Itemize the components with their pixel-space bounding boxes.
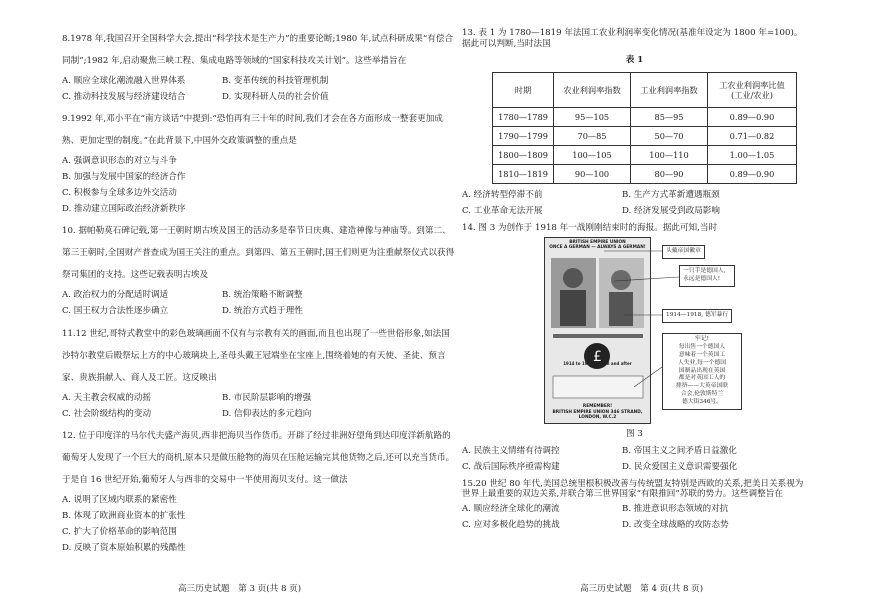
table-cell: 80—90 [631,165,708,184]
table-header: 工农业利润率比值 (工业/农业) [708,73,797,108]
page-footer-left: 高三历史试题 第 3 页(共 8 页) [178,584,302,594]
table-cell: 100—110 [631,146,708,165]
annotation-remember: 牢记! 每出售一个德国人 意味着一个英国工 人失业,每一个德国 国制品出现在英国 都是对英国工人的 排挤——大英帝国联 合会,伦敦斯特兰 德大街346号。 [662,333,742,409]
option-c[interactable]: C. 社会阶级结构的变动 [62,408,152,419]
question-stem: 13. 表 1 为 1780—1819 年法国工农业利润率变化情况(基准年设定为 1800 年=100)。据此可以判断,当时法国 [462,28,803,49]
option-d[interactable]: D. 统治方式趋于理性 [222,306,303,317]
table-cell: 1810—1819 [493,165,554,184]
question-stem: 9.1992 年,邓小平在“南方谈话”中提到:“恐怕再有三十年的时间,我们才会在各方面形成一整套更加成熟、更加定型的制度。”在此背景下,中国外交政策调整的重点是 [62,114,443,147]
option-c[interactable]: C. 国王权力合法性逐步确立 [62,306,169,317]
table-row [493,108,797,127]
option-b[interactable]: B. 变革传统的科技管理机制 [222,76,329,86]
table-cell: 0.89—0.90 [708,108,797,127]
option-b[interactable]: B. 加强与发展中国家的经济合作 [62,172,186,183]
profit-table [492,72,797,184]
table-cell: 100—105 [554,146,631,165]
option-c[interactable]: C. 工业革命无法开展 [462,205,543,216]
option-b[interactable]: B. 统治策略不断调整 [222,290,303,301]
option-d[interactable]: D. 实现科研人员的社会价值 [222,91,329,102]
option-c[interactable]: C. 推动科技发展与经济建设结合 [62,91,186,102]
question-13 [462,28,807,220]
option-a[interactable]: A. 说明了区域内联系的紧密性 [62,495,177,506]
option-d[interactable]: D. 反映了资本原始积累的残酷性 [62,542,186,553]
question-stem: 8.1978 年,我国召开全国科学大会,提出“科学技术是生产力”的重要论断;1980 年,试点科研成果“有偿合同制”;1982 年,启动聚焦三峡工程、集成电路等领域的“国家科技攻关计划”。这些举措旨在 [62,34,454,66]
table-cell: 70—85 [554,127,631,146]
option-a[interactable]: A. 顺应经济全球化的潮流 [462,504,560,515]
table-row [493,165,797,184]
option-d[interactable]: D. 改变全球战略的攻防态势 [622,519,729,530]
table-cell: 0.71—0.82 [708,127,797,146]
svg-text:£: £ [593,349,602,366]
question-15 [462,479,807,534]
question-stem: 15.20 世纪 80 年代,美国总统里根积极改善与传统盟友特别是西欧的关系,把美日关系视为世界上最重要的双边关系,并联合第三世界国家“有限推回”苏联的势力。这些调整旨在 [462,478,804,500]
table-caption: 表 1 [625,55,644,66]
question-8 [62,28,457,105]
left-column [62,28,457,559]
table-row [493,146,797,165]
table-header: 农业利润率指数 [554,73,631,108]
question-stem: 11.12 世纪,哥特式教堂中的彩色玻璃画面不仅有与宗教有关的画面,而且也出现了一些世俗形象,如法国沙特尔教堂后殿祭坛上方的中心玻璃块上,圣母头戴王冠端坐在宝座上,围绕着她的有天使、圣徒、预言家、贵族捐献人、商人及工匠。这反映出 [62,328,450,383]
option-b[interactable]: B. 帝国主义之间矛盾日益激化 [622,446,737,457]
poster-headline: BRITISH EMPIRE UNION ONCE A GERMAN — ALWAYS A GERMAN! [549,240,646,251]
question-stem: 12. 位于印度洋的马尔代夫盛产海贝,西非把海贝当作货币。开辟了经过非洲好望角到达印度洋新航路的葡萄牙人发现了一个巨大的商机,原本只是做压舱物的海贝在压舱运输完其他货物之后,还可以充当货币。于是自 16 世纪开始,葡萄牙人与西非的交易中一半使用海贝支付。这一做法 [62,431,455,486]
option-a[interactable]: A. 强调意识形态的对立与斗争 [62,156,177,167]
annotation-once-german: 一只手是德国人,永远是德国人! [679,265,735,287]
option-b[interactable]: B. 体现了欧洲商业资本的扩张性 [62,511,186,522]
poster-figure [544,237,809,425]
question-10 [62,220,457,319]
annotation-atrocities: 1914—1918, 德军暴行 [662,309,732,323]
option-a[interactable]: A. 顺应全球化潮流融入世界体系 [62,76,186,86]
question-9 [62,108,457,217]
table-cell: 1.00—1.05 [708,146,797,165]
question-stem: 10. 据帕勒莫石碑记载,第一王朝时期古埃及国王的活动多是奉节日庆典、建造神像与神庙等。到第二、第三王朝时,全国财产普查成为国王关注的重点。到第四、第五王朝时,国王们则更为注重献祭仪式以获得祭司集团的支持。这些记载表明古埃及 [62,226,455,281]
option-c[interactable]: C. 应对多极化趋势的挑战 [462,519,560,530]
poster-footer: REMEMBER! BRITISH EMPIRE UNION 346 STRAND, LONDON, W.C.2 [552,404,643,421]
option-a[interactable]: A. 民族主义情绪有待调控 [462,446,560,457]
option-c[interactable]: C. 积极参与全球多边外交活动 [62,187,177,198]
option-a[interactable]: A. 经济转型停滞不前 [462,190,543,201]
option-d[interactable]: D. 信仰表达的多元趋向 [222,408,312,419]
option-b[interactable]: B. 生产方式革新遭遇瓶颈 [622,190,720,201]
table-cell: 85—95 [631,108,708,127]
option-d[interactable]: D. 民众爱国主义意识需要强化 [622,461,738,472]
option-c[interactable]: C. 战后国际秩序亟需构建 [462,461,560,472]
figure-caption: 图 3 [626,429,643,440]
option-b[interactable]: B. 市民阶层影响的增强 [222,392,312,403]
table-cell: 0.89—0.90 [708,165,797,184]
right-column [462,28,807,537]
question-stem: 14. 图 3 为创作于 1918 年一战刚刚结束时的海报。据此可知,当时 [462,222,718,233]
table-cell: 1800—1809 [493,146,554,165]
question-11 [62,323,457,422]
table-header: 工业利润率指数 [631,73,708,108]
table-cell: 1780—1789 [493,108,554,127]
poster-years: 1914 to 1918… 1918 and after [563,361,632,367]
question-12 [62,425,457,556]
page-footer-right: 高三历史试题 第 4 页(共 8 页) [580,584,704,594]
question-14 [462,223,807,476]
option-c[interactable]: C. 扩大了价格革命的影响范围 [62,526,177,537]
option-a[interactable]: A. 政治权力的分配适时调适 [62,290,169,301]
table-cell: 90—100 [554,165,631,184]
table-row [493,127,797,146]
option-d[interactable]: D. 经济发展受到政局影响 [622,205,720,216]
option-d[interactable]: D. 推动建立国际政治经济新秩序 [62,203,186,214]
table-cell: 95—105 [554,108,631,127]
option-b[interactable]: B. 推进意识形态领域的对抗 [622,504,729,515]
table-cell: 1790—1799 [493,127,554,146]
table-cell: 50—70 [631,127,708,146]
table-header: 时期 [493,73,554,108]
annotation-emblem: 头戴帝国徽章 [662,245,705,259]
option-a[interactable]: A. 天主教会权威的动摇 [62,392,152,403]
